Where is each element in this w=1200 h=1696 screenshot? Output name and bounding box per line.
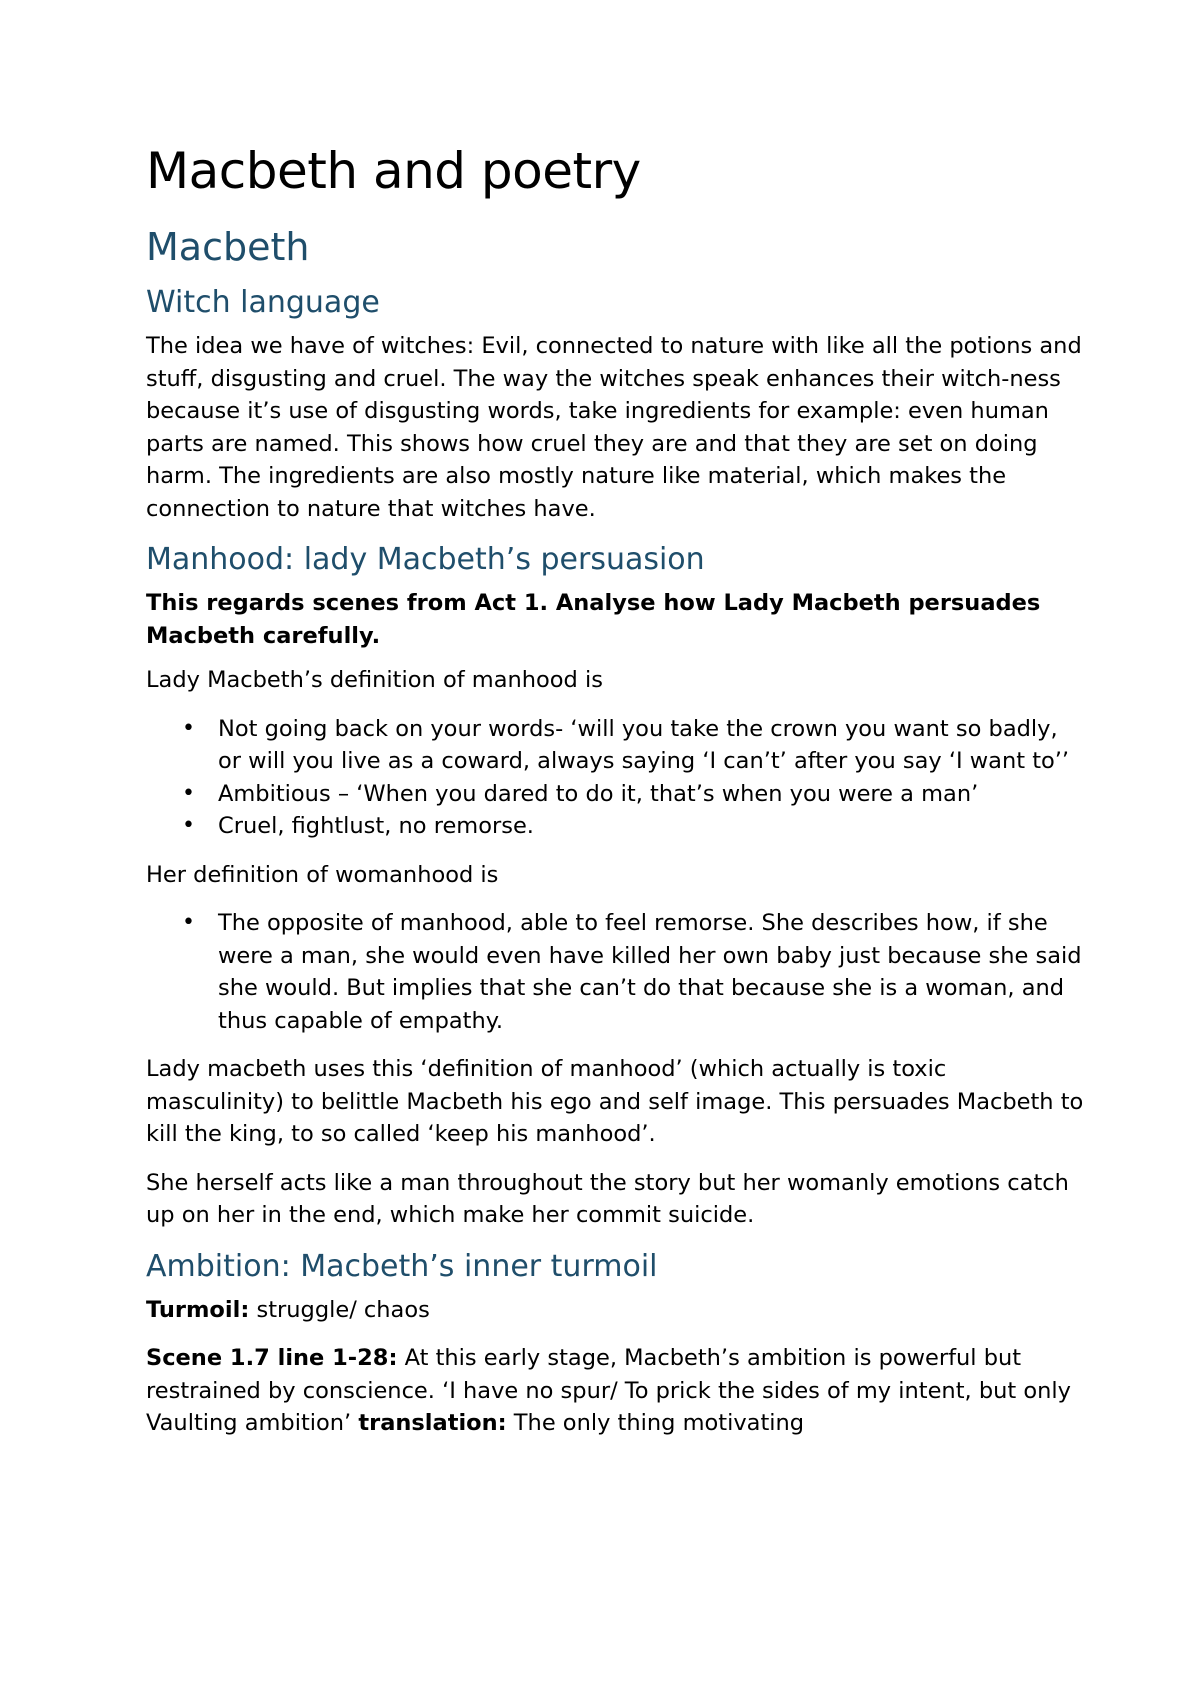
womanhood-intro: Her definition of womanhood is [146,861,499,888]
heading-witch-language: Witch language [146,285,380,320]
manhood-prompt [146,587,1086,652]
document-title: Macbeth and poetry [146,142,641,200]
translation-label: translation: [358,1410,507,1436]
turmoil-definition [146,1294,1086,1327]
scene-paragraph [146,1342,1086,1440]
turmoil-text: struggle/ chaos [249,1296,430,1323]
heading-ambition: Ambition: Macbeth’s inner turmoil [146,1248,658,1284]
section-heading-macbeth: Macbeth [146,225,310,269]
document-page [146,140,1086,1456]
womanhood-list [146,907,1086,1037]
manhood-prompt-text: This regards scenes from Act 1. Analyse how Lady Macbeth persuades Macbeth carefully. [146,590,1041,649]
manhood-list [146,713,1086,843]
translation-text: The only thing motivating [506,1410,805,1436]
list-item: • Not going back on your words- ‘will you take the crown you want so badly, or will you live as a coward, always saying ‘I can’t’ after you say ‘I want to’’ [218,713,1086,778]
list-item: • Cruel, fightlust, no remorse. [218,810,1086,843]
list-item: • The opposite of manhood, able to feel remorse. She describes how, if she were a man, she would even have killed her own baby just because she said she would. But implies that she can’t do that because she is a woman, and thus capable of empathy. [218,907,1086,1037]
manhood-paragraph-1: Lady macbeth uses this ‘definition of manhood’ (which actually is toxic masculinity) to belittle Macbeth his ego and self image. This persuades Macbeth to kill the king, to so called ‘keep his manhood’. [146,1056,1084,1147]
scene-text: At this early stage, Macbeth’s ambition is powerful but restrained by conscience. ‘I have no spur/ To prick the sides of my intent, but only Vaulting ambition’ [146,1345,1071,1436]
witch-paragraph: The idea we have of witches: Evil, connected to nature with like all the potions and stuff, disgusting and cruel. The way the witches speak enhances their witch-ness because it’s use of disgusting words, take ingredients for example: even human parts are named. This shows how cruel they are and that they are set on doing harm. The ingredients are also mostly nature like material, which makes the connection to nature that witches have. [146,333,1082,522]
heading-manhood: Manhood: lady Macbeth’s persuasion [146,542,705,577]
manhood-definition-intro: Lady Macbeth’s definition of manhood is [146,667,603,693]
list-item: • Ambitious – ‘When you dared to do it, that’s when you were a man’ [218,778,1086,811]
turmoil-label: Turmoil: [146,1296,250,1323]
manhood-paragraph-2: She herself acts like a man throughout the story but her womanly emotions catch up on her in the end, which make her commit suicide. [146,1169,1069,1228]
scene-label: Scene 1.7 line 1-28: [146,1345,398,1371]
